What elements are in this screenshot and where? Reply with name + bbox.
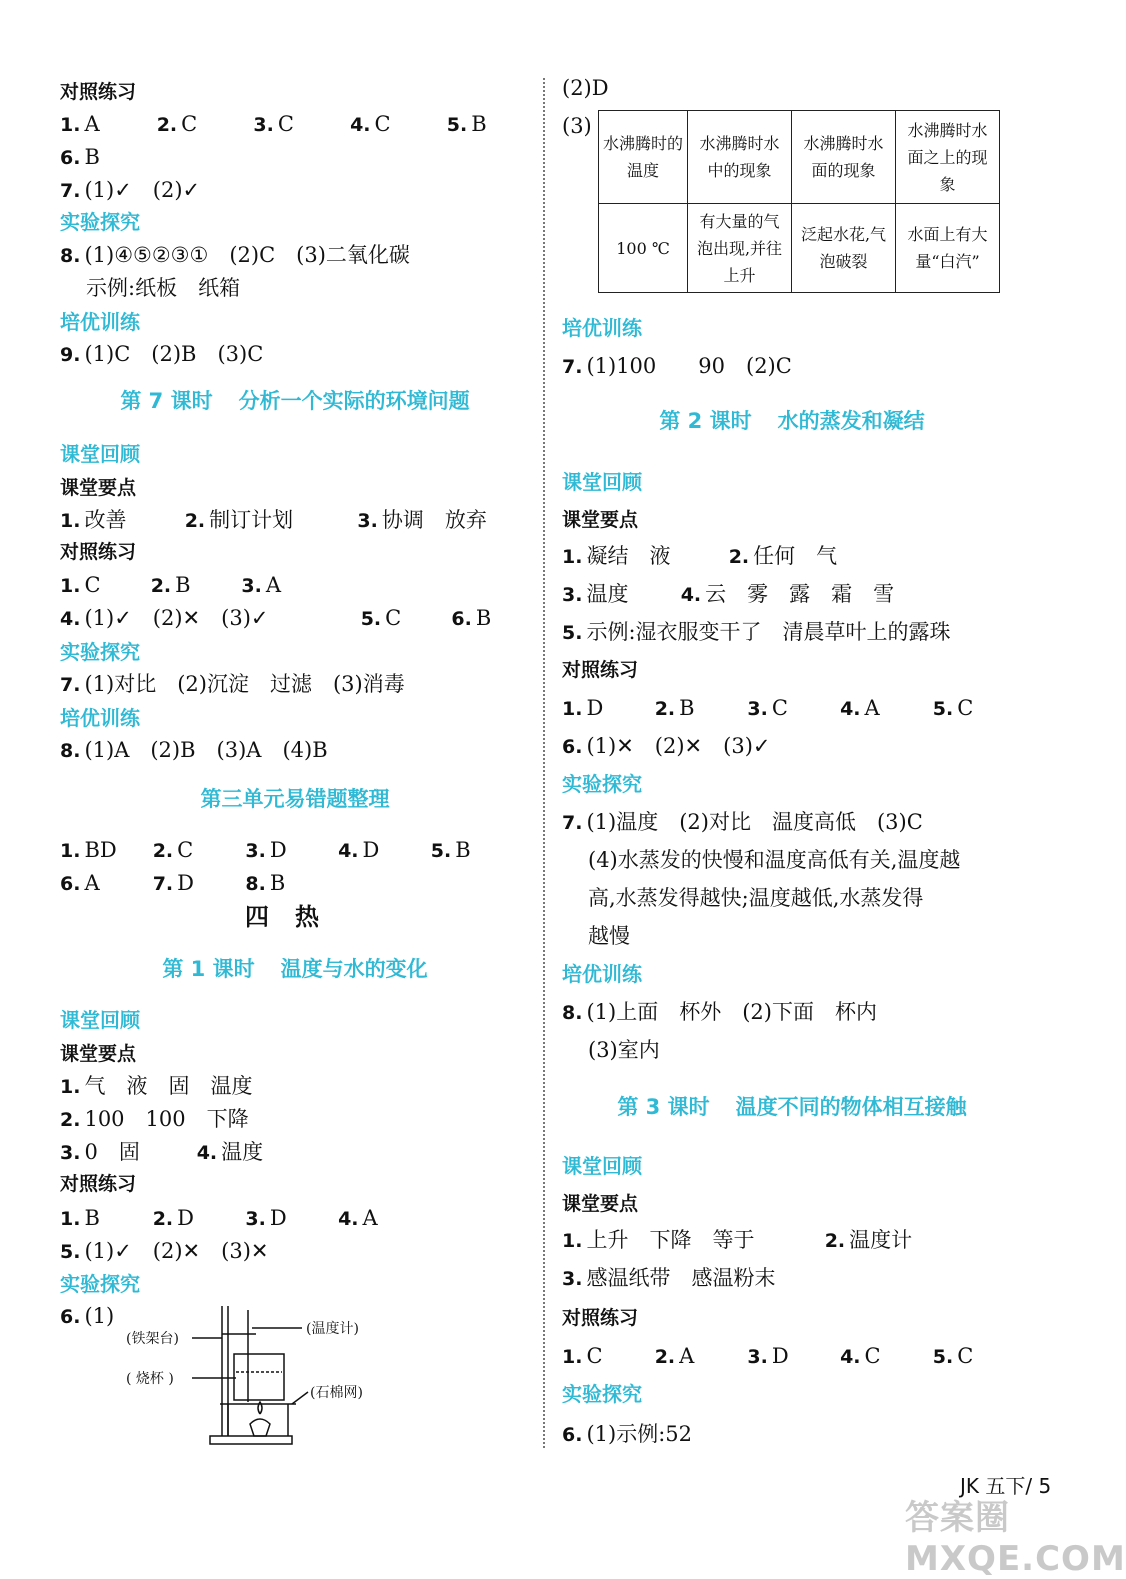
answer-row: (2)D (562, 76, 609, 100)
answer-row: 1. 气 液 固 温度 (60, 1074, 253, 1098)
answer-row: 8. (1)上面 杯外 (2)下面 杯内 (562, 1000, 877, 1024)
answer-row: 4. (1)✓ (2)✕ (3)✓ 5. C 6. B (60, 606, 492, 630)
section-heading-experiment: 实验探究 (60, 1272, 140, 1296)
table-cell: 水面上有大量“白汽” (896, 204, 1000, 293)
table-cell: 100 ℃ (599, 204, 688, 293)
label-iron-stand: (铁架台) (126, 1331, 179, 1347)
answer-row: 越慢 (588, 924, 630, 948)
answer-row: 6. A 7. D 8. B (60, 871, 286, 895)
answer-row: 6. (1)示例:52 (562, 1422, 692, 1446)
table-cell: 水沸腾时水中的现象 (688, 111, 792, 204)
table-row (599, 204, 1000, 293)
answer-row: (3)室内 (588, 1038, 660, 1062)
answer-row: 7. (1)100 90 (2)C (562, 354, 792, 378)
table-cell: 有大量的气泡出现,并往上升 (688, 204, 792, 293)
section-heading-training: 培优训练 (562, 962, 642, 986)
lesson-title: 第 7 课时 分析一个实际的环境问题 (120, 389, 470, 413)
answer-label: (3) (562, 114, 592, 138)
section-heading-experiment: 实验探究 (60, 640, 140, 664)
answer-row: 3. 温度 4. 云 雾 露 霜 雪 (562, 582, 895, 606)
observation-table (598, 110, 1000, 293)
answer-row: 5. 示例:湿衣服变干了 清晨草叶上的露珠 (562, 620, 951, 644)
section-heading-review: 课堂回顾 (60, 442, 140, 466)
answer-row: 示例:纸板 纸箱 (86, 276, 241, 300)
section-heading: 课堂要点 (562, 1193, 639, 1215)
lesson-title: 第 1 课时 温度与水的变化 (162, 957, 428, 981)
table-cell: 水沸腾时水面的现象 (792, 111, 896, 204)
answer-row: 8. (1)A (2)B (3)A (4)B (60, 738, 328, 762)
section-heading-review: 课堂回顾 (60, 1008, 140, 1032)
label-thermometer: (温度计) (306, 1321, 359, 1337)
answer-row: 8. (1)④⑤②③① (2)C (3)二氧化碳 (60, 243, 410, 267)
answer-row: 7. (1)温度 (2)对比 温度高低 (3)C (562, 810, 923, 834)
answer-row: 9. (1)C (2)B (3)C (60, 342, 264, 366)
alcohol-lamp (250, 1419, 270, 1436)
table-cell: 水沸腾时的温度 (599, 111, 688, 204)
answer-row: 7. (1)✓ (2)✓ (60, 178, 201, 202)
answer-row: 1. 上升 下降 等于 2. 温度计 (562, 1228, 913, 1252)
section-heading: 课堂要点 (60, 1043, 137, 1065)
section-heading-training: 培优训练 (562, 316, 642, 340)
answer-row: 1. B 2. D 3. D 4. A (60, 1206, 378, 1230)
answer-row: 3. 0 固 4. 温度 (60, 1140, 264, 1164)
table-cell: 泛起水花,气泡破裂 (792, 204, 896, 293)
section-heading-experiment: 实验探究 (562, 772, 642, 796)
answer-row: 高,水蒸发得越快;温度越低,水蒸发得 (588, 886, 924, 910)
section-heading: 课堂要点 (562, 509, 639, 531)
answer-row: 1. C 2. A 3. D 4. C 5. C (562, 1344, 974, 1368)
answer-row: 1. BD 2. C 3. D 4. D 5. B (60, 838, 471, 862)
section-heading: 对照练习 (562, 659, 639, 681)
answer-row: 1. 凝结 液 2. 任何 气 (562, 544, 838, 568)
section-heading-training: 培优训练 (60, 706, 140, 730)
column-divider (543, 78, 545, 1448)
label-asbestos-gauze: (石棉网) (310, 1385, 363, 1401)
beaker (234, 1354, 284, 1400)
table-row (599, 111, 1000, 204)
section-heading: 对照练习 (562, 1307, 639, 1329)
section-heading-review: 课堂回顾 (562, 470, 642, 494)
section-heading-training: 培优训练 (60, 310, 140, 334)
section-heading: 对照练习 (60, 81, 137, 103)
answer-row: 1. 改善 2. 制订计划 3. 协调 放弃 (60, 508, 487, 532)
lesson-title: 第 3 课时 温度不同的物体相互接触 (617, 1095, 967, 1119)
lesson-title: 第 2 课时 水的蒸发和凝结 (659, 409, 925, 433)
section-heading: 对照练习 (60, 541, 137, 563)
answer-row: 7. (1)对比 (2)沉淀 过滤 (3)消毒 (60, 672, 405, 696)
stand-base (210, 1436, 292, 1444)
section-heading: 对照练习 (60, 1173, 137, 1195)
answer-row: (4)水蒸发的快慢和温度高低有关,温度越 (588, 848, 961, 872)
section-heading-experiment: 实验探究 (60, 210, 140, 234)
section-heading-experiment: 实验探究 (562, 1382, 642, 1406)
answer-row: 2. 100 100 下降 (60, 1107, 249, 1131)
section-heading: 课堂要点 (60, 477, 137, 499)
boiling-apparatus-figure (60, 1296, 390, 1456)
answer-row: 5. (1)✓ (2)✕ (3)✕ (60, 1239, 269, 1263)
table-cell: 水沸腾时水面之上的现象 (896, 111, 1000, 204)
answer-row: 6. (1)✕ (2)✕ (3)✓ (562, 734, 771, 758)
answer-row: 1. A 2. C 3. C 4. C 5. B (60, 112, 487, 136)
page-footer: JK 五下/ 5 (960, 1474, 1052, 1498)
chapter-title: 四热 (245, 903, 345, 931)
answer-row: 6. B (60, 145, 100, 169)
answer-row: 3. 感温纸带 感温粉末 (562, 1266, 776, 1290)
answer-row: 6. (1) (60, 1304, 115, 1328)
answer-row: 1. C 2. B 3. A (60, 573, 281, 597)
answer-row: 1. D 2. B 3. C 4. A 5. C (562, 696, 974, 720)
watermark: 答案圈 MXQE.COM (905, 1498, 1126, 1579)
unit-review-title: 第三单元易错题整理 (200, 787, 390, 811)
label-beaker: ( 烧杯 ) (126, 1371, 174, 1387)
section-heading-review: 课堂回顾 (562, 1154, 642, 1178)
